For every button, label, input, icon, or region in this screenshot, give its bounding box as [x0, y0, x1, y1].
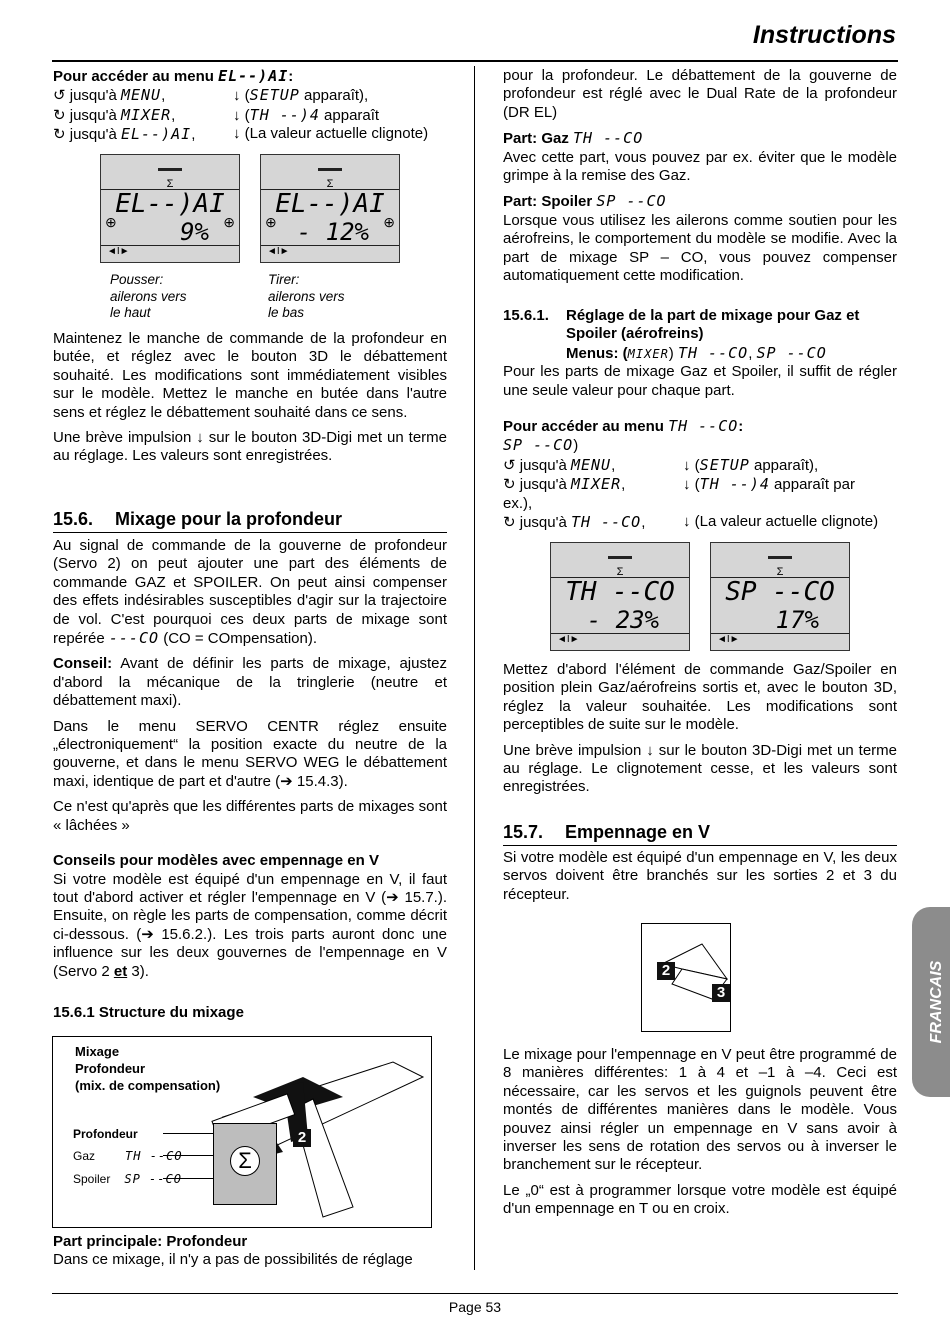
plane-icon — [608, 550, 632, 559]
left-access-block — [53, 67, 447, 145]
section-heading: 15.6. Mixage pour la profondeur — [53, 509, 343, 529]
right-text-3: Si votre modèle est équipé d'un empennage en V, les deux servos doivent être branchés sur les sorties 2 et 3 du récepteur. — [503, 849, 897, 903]
page-header-title: Instructions — [752, 21, 896, 49]
paragraph: Une brève impulsion ↓ sur le bouton 3D-Digi met un terme au réglage. Les valeurs sont enregistrées. — [53, 429, 447, 465]
page-number: Page 53 — [448, 1299, 502, 1315]
right-subsection: 15.6.1. Réglage de la part de mixage pour Gaz et Spoiler (aérofreins) Menus: (MIXER) TH --CO, SP --CO Pour les parts de mixage Gaz et Spoiler, il suffit de régler une seule valeur pour chaque part. Pour accéder au menu TH --CO: SP --CO) ↺ jusqu'à MENU, ↓ (SETUP apparaît), ↻ jusqu'à MIXER, ↓ (TH --)4 apparaît par ex.), ↻ jusqu'à TH --CO, ↓ (La valeur actuelle clignote) — [503, 307, 897, 532]
servo-badge: 3 — [712, 984, 730, 1002]
servo-badge: 2 — [293, 1129, 311, 1147]
servo-badge: 2 — [657, 962, 675, 980]
access-title: Pour accéder au menu — [53, 68, 219, 85]
mixer-box: Σ — [213, 1123, 277, 1205]
right-text-4: Le mixage pour l'empennage en V peut être programmé de 8 manières différentes: 1 à 4 et –1 à –4. Ceci est nécessaire, car les servos et les guignols peuvent être montés de différentes manières dans le modèle. Vous pouvez ainsi régler un empennage en V sans avoir à inverser les sens de rotation des servos ou à inverser le branchement sur le récepteur. Le „0“ est à programmer lorsque votre modèle est équipé d'un empennage en T ou en croix. — [503, 1046, 897, 1218]
right-text-1: pour la profondeur. Le débattement de la gouverne de profondeur est réglé avec le Dual Rate de la profondeur (DR EL) Part: Gaz TH --CO Avec cette part, vous pouvez par ex. éviter que le modèle grimpe à la remise des Gaz. Part: Spoiler SP --CO Lorsque vous utilisez les ailerons comme soutien pour les aérofreins, le comportement du modèle se modifie. Avec la part de mixage SP – CO, vous pouvez compenser automatiquement cette modification. — [503, 67, 897, 285]
header-rule — [52, 60, 898, 62]
access-row: ↺ jusqu'à MENU, ↓ (SETUP apparaît), — [53, 86, 369, 105]
access-row: ↻ jusqu'à MIXER, ↓ (TH --)4 apparaît — [53, 105, 380, 124]
language-tab: FRANCAIS — [912, 907, 950, 1097]
subheading: 15.6.1 Structure du mixage — [53, 1003, 244, 1021]
access-title-end: : — [288, 68, 294, 85]
lcd-screen: Σ TH --CO - 23% ◄I► — [550, 542, 690, 651]
vtail-illustration — [641, 923, 731, 1032]
right-text-2: Mettez d'abord l'élément de commande Gaz/Spoiler en position plein Gaz/aérofreins sortis et, avec le bouton 3D, réglez la valeur souhaitée. Les modifications sont perceptibles de suite sur le modèle. Une brève impulsion ↓ sur le bouton 3D-Digi met un terme au réglage. Le clignotement cesse, et les valeurs sont enregistrées. — [503, 661, 897, 796]
subheading: Conseils pour modèles avec empennage en V — [53, 852, 379, 870]
lcd-screen: Σ EL--)AI 9% ⊕ ⊕ ◄I► — [100, 154, 240, 263]
plane-icon — [318, 162, 342, 171]
plane-icon — [768, 550, 792, 559]
column-divider — [474, 66, 475, 1270]
access-row: ↻ jusqu'à EL--)AI, ↓ (La valeur actuelle clignote) — [53, 125, 429, 144]
access-title-lcd: EL--)AI — [218, 67, 289, 85]
left-text-3: Part principale: Profondeur Dans ce mixage, il n'y a pas de possibilités de réglage — [53, 1233, 413, 1269]
lcd-screen: Σ EL--)AI - 12% ⊕ ⊕ ◄I► — [260, 154, 400, 263]
left-text-1 — [53, 330, 447, 466]
section-rule — [503, 845, 897, 846]
screen-caption: Pousser: ailerons vers le haut — [110, 272, 187, 320]
paragraph: Maintenez le manche de commande de la profondeur en butée, et réglez avec le bouton 3D le débattement souhaité. Les modifications sont immédiatement visibles sur le modèle. Mettez le manche en butée dans l'autre sens et réglez le débattement souhaité dans ce sens. — [53, 330, 447, 421]
section-heading: 15.7. Empennage en V — [503, 822, 711, 842]
mix-diagram: Mixage Profondeur (mix. de compensation) Profondeur Gaz TH --CO Spoiler SP --CO Σ 2 — [52, 1036, 432, 1228]
footer-rule — [52, 1293, 898, 1294]
plane-icon — [158, 162, 182, 171]
left-text-2: Au signal de commande de la gouverne de profondeur (Servo 2) on peut ajouter une part des éléments de commande GAZ et SPOILER. On peut ainsi compenser des effets indésirables susceptibles d'agir sur la trajectoire de vol. C'est pourquoi ces deux parts de mixage sont repérée ---CO (CO = COmpensation). Conseil: Avant de définir les parts de mixage, ajustez d'abord la mécanique de la tringlerie (neutre et débattement maxi). Dans le menu SERVO CENTR réglez ensuite „électroniquement“ la position exacte du neutre de la gouverne, et dans le menu SERVO WEG le débattement maxi, identique de part et d'autre (➔ 15.4.3). Ce n'est qu'après que les différentes parts de mixages sont « lâchées » Conseils pour modèles avec empennage en V Si votre modèle est équipé d'un empennage en V, il faut tout d'abord activer et régler l'empennage en V (➔ 15.7.). Ensuite, on règle les parts de compensation, comme décrit ci-dessous. (➔ 15.6.2.). Les trois parts auront donc une influence sur les deux gouvernes de l'empennage en V (Servo 2 et 3). 15.6.1 Structure du mixage — [53, 537, 447, 1021]
lcd-screen: Σ SP --CO 17% ◄I► — [710, 542, 850, 651]
screen-caption: Tirer: ailerons vers le bas — [268, 272, 345, 320]
section-rule — [53, 532, 447, 533]
